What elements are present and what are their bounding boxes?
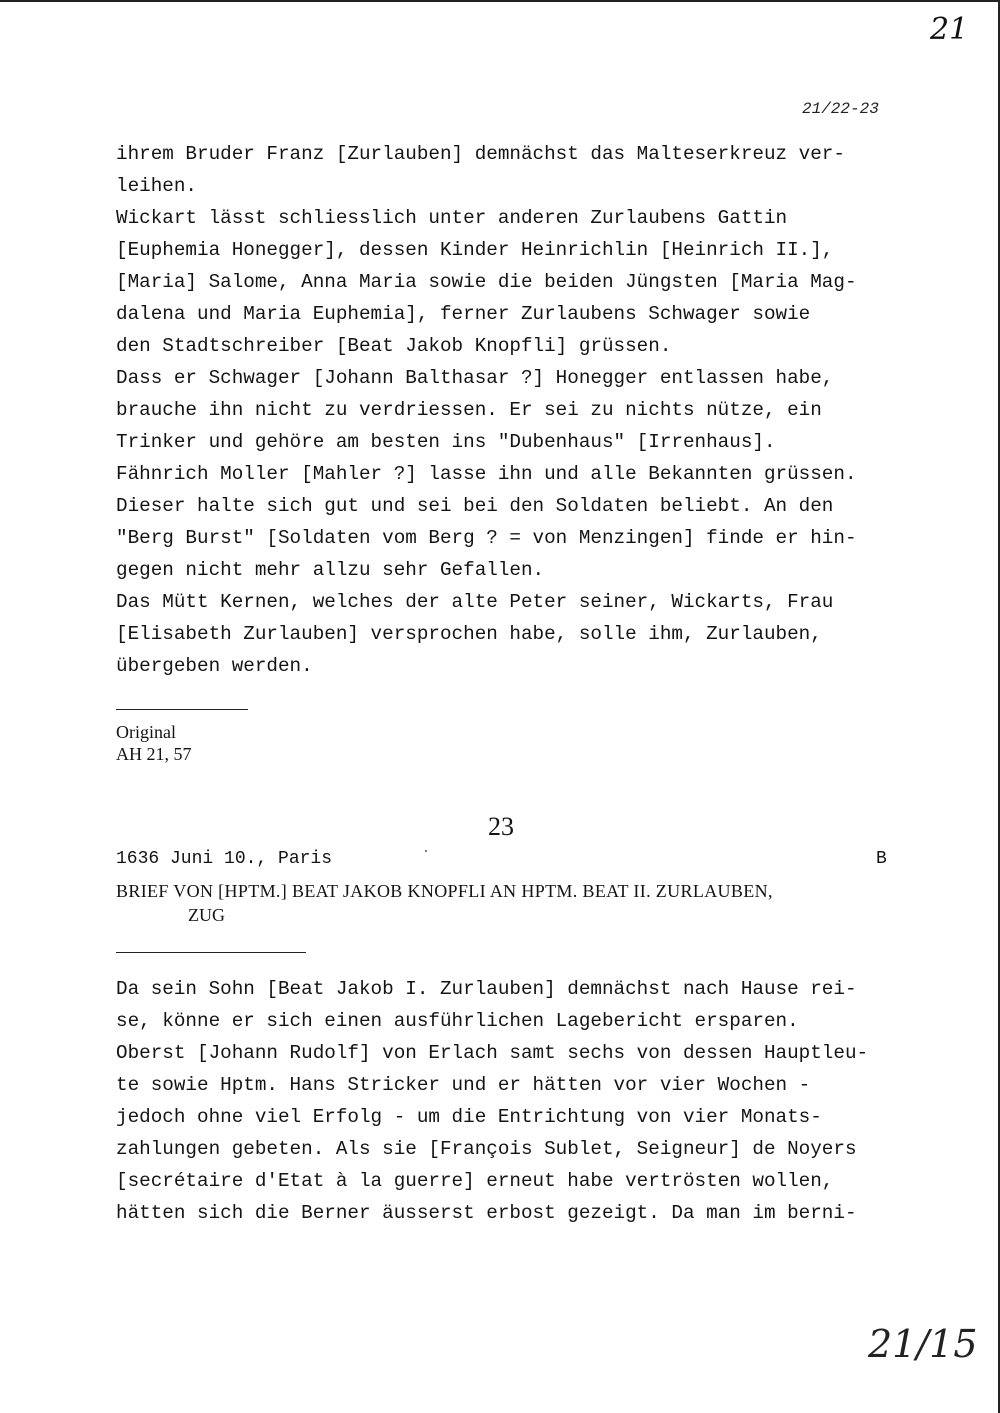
text-line: Trinker und gehöre am besten ins "Dubenhaus" [Irrenhaus]. — [116, 431, 776, 453]
document-type-letter: B — [876, 849, 887, 869]
source-label: Original — [116, 722, 176, 742]
text-line: Dieser halte sich gut und sei bei den Soldaten beliebt. An den — [116, 495, 834, 517]
text-line: se, könne er sich einen ausführlichen Lagebericht ersparen. — [116, 1010, 799, 1032]
text-line: dalena und Maria Euphemia], ferner Zurlaubens Schwager sowie — [116, 303, 811, 325]
text-line: jedoch ohne viel Erfolg - um die Entrichtung von vier Monats- — [116, 1106, 822, 1128]
text-line: [Elisabeth Zurlauben] versprochen habe, solle ihm, Zurlauben, — [116, 623, 822, 645]
top-border-line — [0, 0, 1000, 2]
text-line: den Stadtschreiber [Beat Jakob Knopfli] grüssen. — [116, 335, 672, 357]
text-line: Das Mütt Kernen, welches der alte Peter seiner, Wickarts, Frau — [116, 591, 834, 613]
text-line: [secrétaire d'Etat à la guerre] erneut habe vertrösten wollen, — [116, 1170, 834, 1192]
document-title-continued: ZUG — [188, 905, 225, 925]
page-reference: 21/22-23 — [802, 100, 879, 118]
text-line: Da sein Sohn [Beat Jakob I. Zurlauben] demnächst nach Hause rei- — [116, 978, 857, 1000]
text-line: leihen. — [116, 175, 197, 197]
handwritten-page-number: 21 — [930, 12, 969, 47]
title-divider — [116, 952, 306, 953]
text-line: übergeben werden. — [116, 655, 313, 677]
source-note — [116, 721, 192, 765]
text-line: zahlungen gebeten. Als sie [François Sublet, Seigneur] de Noyers — [116, 1138, 857, 1160]
text-line: brauche ihn nicht zu verdriessen. Er sei zu nichts nütze, ein — [116, 399, 822, 421]
text-line: te sowie Hptm. Hans Stricker und er hätten vor vier Wochen - — [116, 1074, 811, 1096]
text-line: [Maria] Salome, Anna Maria sowie die beiden Jüngsten [Maria Mag- — [116, 271, 857, 293]
source-divider — [116, 709, 248, 710]
scan-speck — [425, 850, 427, 852]
text-line: Oberst [Johann Rudolf] von Erlach samt sechs von dessen Hauptleu- — [116, 1042, 869, 1064]
document-title: BRIEF VON [HPTM.] BEAT JAKOB KNOPFLI AN HPTM. BEAT II. ZURLAUBEN, — [116, 881, 773, 901]
text-line: Wickart lässt schliesslich unter anderen Zurlaubens Gattin — [116, 207, 788, 229]
text-line: Fähnrich Moller [Mahler ?] lasse ihn und alle Bekannten grüssen. — [116, 463, 857, 485]
paragraph-letter-summary — [116, 973, 916, 1229]
handwritten-folio-mark: 21/15 — [868, 1322, 978, 1366]
text-line: ihrem Bruder Franz [Zurlauben] demnächst das Malteserkreuz ver- — [116, 143, 845, 165]
text-line: [Euphemia Honegger], dessen Kinder Heinrichlin [Heinrich II.], — [116, 239, 834, 261]
paragraph-summary-continued — [116, 138, 916, 682]
text-line: Dass er Schwager [Johann Balthasar ?] Honegger entlassen habe, — [116, 367, 834, 389]
text-line: gegen nicht mehr allzu sehr Gefallen. — [116, 559, 545, 581]
text-line: hätten sich die Berner äusserst erbost gezeigt. Da man im berni- — [116, 1202, 857, 1224]
text-line: "Berg Burst" [Soldaten vom Berg ? = von Menzingen] finde er hin- — [116, 527, 857, 549]
document-number: 23 — [488, 812, 514, 841]
document-date-place: 1636 Juni 10., Paris — [116, 849, 333, 869]
source-reference: AH 21, 57 — [116, 744, 192, 764]
